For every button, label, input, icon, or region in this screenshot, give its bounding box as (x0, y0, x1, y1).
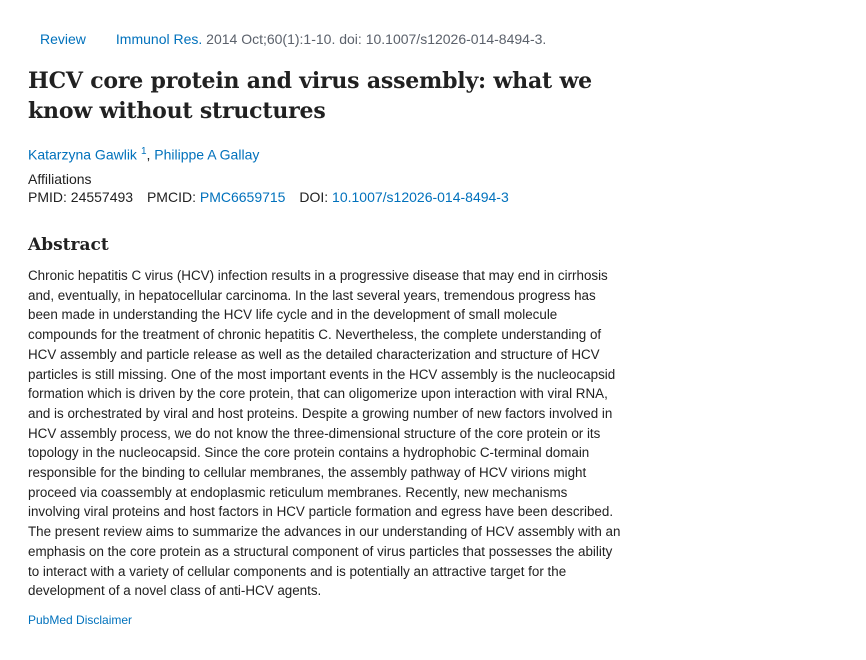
author-link[interactable]: Katarzyna Gawlik (28, 146, 137, 163)
journal-link[interactable]: Immunol Res. (115, 31, 203, 47)
affiliation-ref[interactable]: 1 (140, 146, 147, 157)
pmcid-label: PMCID: (146, 189, 196, 205)
article-title: HCV core protein and virus assembly: what we know without structures (28, 68, 592, 124)
affiliations-toggle[interactable]: Affiliations (28, 171, 92, 187)
pubmed-disclaimer-link[interactable]: PubMed Disclaimer (28, 613, 133, 627)
pmid-value: 24557493 (70, 189, 134, 205)
abstract-text: Chronic hepatitis C virus (HCV) infection results in a progressive disease that may end in cirrhosis and, eventually, in hepatocellular carcinoma. In the last several years, tremendous progress has been made in understanding the HCV life cycle and in the development of small molecule compounds for the treatment of chronic hepatitis C. Nevertheless, the complete understanding of HCV assembly and particle release as well as the detailed characterization and structure of HCV particles is still missing. One of the most important events in the HCV assembly is the nucleocapsid formation which is driven by the core protein, that can oligomerize upon interaction with viral RNA, and is orchestrated by viral and host proteins. Despite a growing number of new factors involved in HCV assembly process, we do not know the three-dimensional structure of the core protein or its topology in the nucleocapsid. Since the core protein contains a hydrophobic C-terminal domain responsible for the binding to cellular membranes, the assembly pathway of HCV virions might proceed via coassembly at endoplasmic reticulum membranes. Recently, new mechanisms involving viral proteins and host factors in HCV particle formation and egress have been described. The present review aims to summarize the advances in our understanding of HCV assembly with an emphasis on the core protein as a structural component of virus particles that possesses the ability to interact with a variety of cellular components and is potentially an attractive target for the development of a novel class of anti-HCV agents. (28, 268, 621, 599)
author-separator: , (146, 146, 155, 163)
author-link[interactable]: Philippe A Gallay (154, 146, 260, 163)
publication-type-link[interactable]: Review (40, 31, 86, 47)
pmid-label: PMID: (28, 189, 67, 205)
author-list (28, 143, 259, 164)
identifiers-line (28, 188, 509, 206)
citation-details: 2014 Oct;60(1):1-10. doi: 10.1007/s12026-014-8494-3. (202, 31, 547, 47)
pmcid-link[interactable]: PMC6659715 (199, 189, 286, 205)
doi-label: DOI: (299, 189, 329, 205)
abstract-heading: Abstract (28, 235, 109, 255)
citation-line (40, 31, 546, 47)
doi-link[interactable]: 10.1007/s12026-014-8494-3 (332, 189, 509, 205)
